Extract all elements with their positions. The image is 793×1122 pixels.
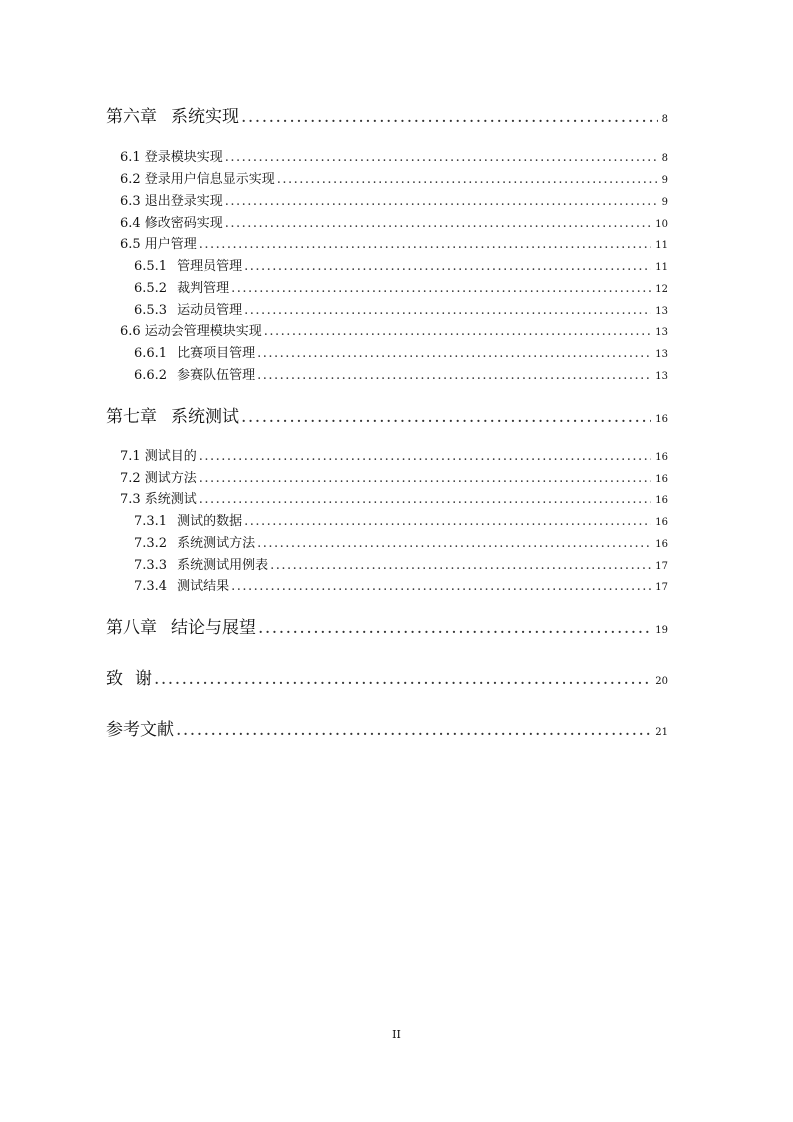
toc-entry-number: 6.5.2 [134, 281, 168, 296]
toc-section-entry[interactable] [120, 192, 668, 212]
toc-entry-number: 致 [106, 669, 123, 689]
toc-subsection-entry[interactable] [134, 534, 668, 554]
toc-dot-leader [231, 577, 651, 597]
toc-dot-leader [244, 512, 651, 532]
toc-entry-page: 10 [655, 219, 668, 230]
toc-entry-title: 测试的数据 [177, 514, 243, 529]
toc-entry-number: 第八章 [106, 618, 157, 638]
toc-subsection-entry[interactable] [134, 301, 668, 321]
toc-entry-page: 13 [655, 371, 668, 382]
toc-entry-page: 16 [655, 414, 668, 425]
toc-dot-leader [257, 534, 651, 554]
toc-entry-title: 管理员管理 [177, 259, 243, 274]
toc-entry-number: 第七章 [106, 407, 157, 427]
toc-entry-number: 7.3.2 [134, 536, 168, 551]
toc-entry-number: 6.5.3 [134, 303, 168, 318]
toc-entry-page: 19 [655, 625, 668, 636]
toc-acknowledgement-entry[interactable] [106, 667, 668, 691]
toc-dot-leader [277, 170, 658, 190]
toc-dot-leader [199, 490, 652, 510]
toc-entry-number: 6.6.2 [134, 368, 168, 383]
toc-entry-page: 16 [655, 539, 668, 550]
toc-entry-page: 20 [655, 676, 668, 687]
toc-entry-title: 测试方法 [144, 471, 197, 486]
toc-dot-leader [176, 718, 651, 742]
toc-entry-page: 12 [655, 284, 668, 295]
toc-entry-number: 7.2 [120, 471, 141, 486]
toc-dot-leader [244, 301, 651, 321]
toc-entry-page: 8 [661, 153, 668, 164]
toc-dot-leader [154, 667, 651, 691]
page-number: II [392, 1028, 401, 1041]
toc-subsection-entry[interactable] [134, 556, 668, 576]
toc-entry-title: 登录用户信息显示实现 [144, 172, 275, 187]
toc-entry-title: 裁判管理 [177, 281, 230, 296]
toc-entry-number: 6.2 [120, 172, 141, 187]
toc-subsection-entry[interactable] [134, 577, 668, 597]
toc-section-entry[interactable] [120, 490, 668, 510]
toc-section-entry[interactable] [120, 469, 668, 489]
toc-entry-title: 比赛项目管理 [177, 346, 256, 361]
toc-entry-number: 6.3 [120, 194, 141, 209]
toc-entry-title: 运动会管理模块实现 [144, 324, 262, 339]
toc-entry-title: 谢 [135, 669, 152, 689]
toc-entry-page: 8 [661, 114, 668, 125]
toc-entry-number: 第六章 [106, 107, 157, 127]
toc-section-entry[interactable] [120, 170, 668, 190]
toc-entry-title: 运动员管理 [177, 303, 243, 318]
toc-dot-leader [225, 148, 658, 168]
toc-entry-page: 13 [655, 306, 668, 317]
toc-entry-page: 13 [655, 327, 668, 338]
toc-entry-number: 6.6 [120, 324, 141, 339]
toc-subsection-entry[interactable] [134, 344, 668, 364]
toc-section-entry[interactable] [120, 322, 668, 342]
toc-dot-leader [264, 322, 652, 342]
toc-entry-title: 测试目的 [144, 449, 197, 464]
toc-dot-leader [231, 279, 651, 299]
toc-entry-page: 17 [655, 561, 668, 572]
toc-entry-number: 7.1 [120, 449, 141, 464]
toc-dot-leader [258, 616, 651, 640]
toc-entry-title: 登录模块实现 [144, 150, 223, 165]
toc-entry-page: 13 [655, 349, 668, 360]
toc-entry-page: 16 [655, 517, 668, 528]
toc-entry-title: 结论与展望 [171, 618, 256, 638]
toc-dot-leader [225, 192, 658, 212]
toc-chapter-entry[interactable] [106, 405, 668, 429]
toc-dot-leader [257, 366, 651, 386]
toc-section-entry[interactable] [120, 214, 668, 234]
toc-entry-page: 17 [655, 582, 668, 593]
toc-entry-page: 9 [661, 175, 668, 186]
toc-entry-page: 16 [655, 452, 668, 463]
toc-chapter-entry[interactable] [106, 105, 668, 129]
toc-entry-number: 6.4 [120, 216, 141, 231]
toc-entry-title: 系统测试 [171, 407, 239, 427]
toc-dot-leader [241, 405, 651, 429]
toc-entry-number: 6.1 [120, 150, 141, 165]
toc-chapter-entry[interactable] [106, 616, 668, 640]
toc-subsection-entry[interactable] [134, 279, 668, 299]
toc-entry-title: 修改密码实现 [144, 216, 223, 231]
toc-references-entry[interactable] [106, 718, 668, 742]
toc-dot-leader [241, 105, 658, 129]
toc-entry-number: 7.3 [120, 492, 141, 507]
toc-dot-leader [199, 469, 652, 489]
toc-subsection-entry[interactable] [134, 366, 668, 386]
toc-entry-number: 7.3.3 [134, 558, 168, 573]
toc-entry-title: 测试结果 [177, 579, 230, 594]
toc-subsection-entry[interactable] [134, 257, 668, 277]
toc-entry-title: 系统测试用例表 [177, 558, 269, 573]
toc-entry-number: 7.3.4 [134, 579, 168, 594]
toc-dot-leader [244, 257, 651, 277]
toc-entry-title: 退出登录实现 [144, 194, 223, 209]
toc-entry-page: 9 [661, 197, 668, 208]
toc-entry-title: 系统测试方法 [177, 536, 256, 551]
toc-entry-number: 6.6.1 [134, 346, 168, 361]
toc-dot-leader [225, 214, 652, 234]
toc-entry-number: 6.5 [120, 237, 141, 252]
toc-entry-title: 系统测试 [144, 492, 197, 507]
toc-entry-page: 11 [655, 262, 668, 273]
toc-entry-page: 16 [655, 474, 668, 485]
toc-section-entry[interactable] [120, 447, 668, 467]
toc-entry-title: 参赛队伍管理 [177, 368, 256, 383]
toc-entry-page: 11 [655, 240, 668, 251]
toc-entry-title: 参考文献 [106, 720, 174, 740]
toc-section-entry[interactable] [120, 148, 668, 168]
toc-entry-title: 用户管理 [144, 237, 197, 252]
toc-subsection-entry[interactable] [134, 512, 668, 532]
toc-entry-title: 系统实现 [171, 107, 239, 127]
toc-entry-page: 16 [655, 495, 668, 506]
toc-entry-number: 6.5.1 [134, 259, 168, 274]
toc-section-entry[interactable] [120, 235, 668, 255]
toc-entry-page: 21 [655, 727, 668, 738]
toc-dot-leader [199, 447, 652, 467]
toc-dot-leader [270, 556, 651, 576]
toc-dot-leader [199, 235, 652, 255]
toc-dot-leader [257, 344, 651, 364]
toc-entry-number: 7.3.1 [134, 514, 168, 529]
